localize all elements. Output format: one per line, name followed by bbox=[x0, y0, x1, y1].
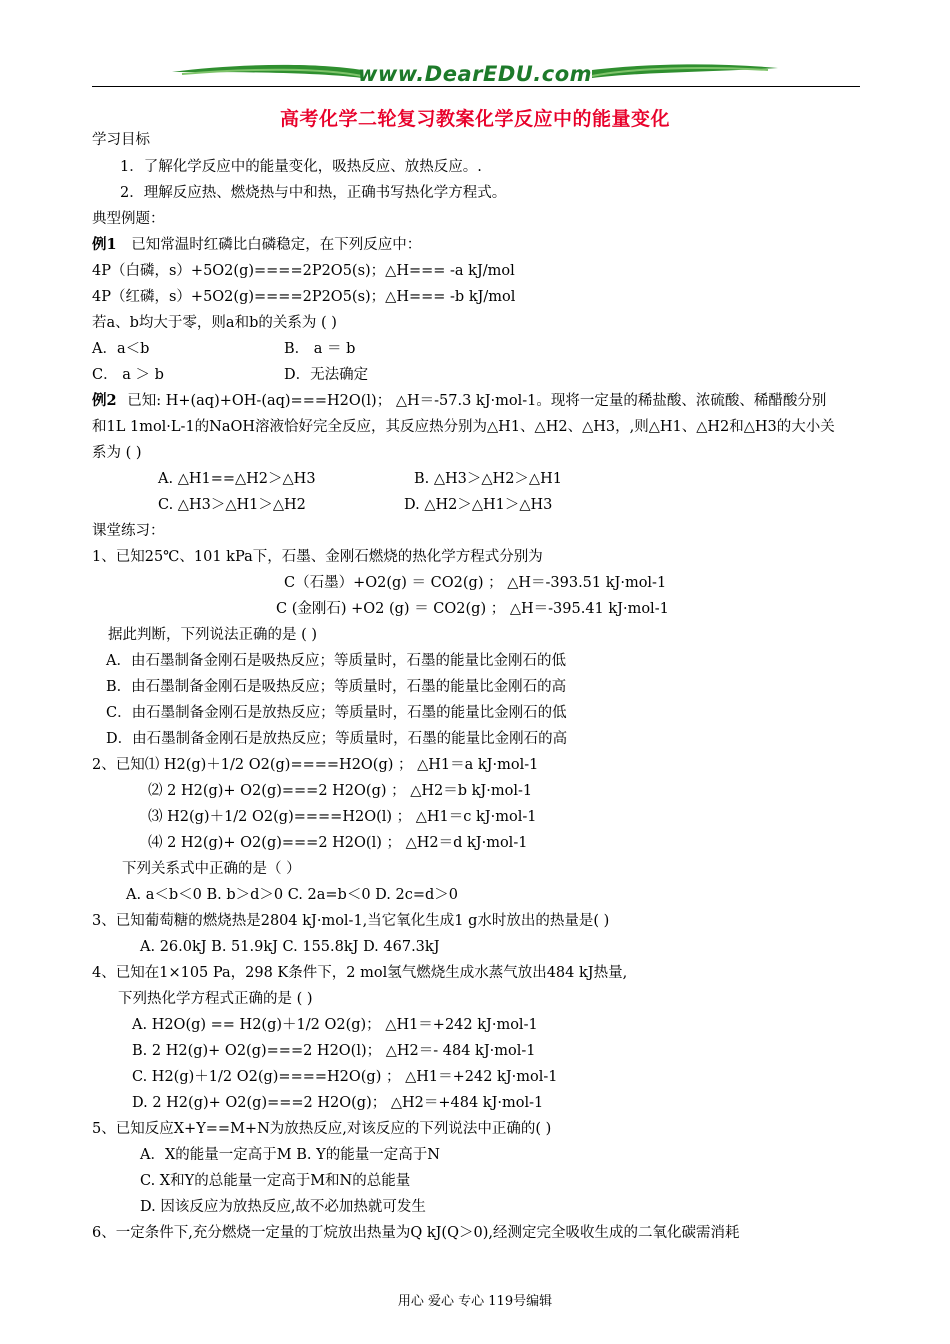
text-line: 4、已知在1×105 Pa，298 K条件下，2 mol氢气燃烧生成水蒸气放出484 kJ热量, bbox=[92, 965, 628, 981]
option-d: D．无法确定 bbox=[284, 367, 369, 383]
example-label: 例2 bbox=[92, 392, 117, 409]
equation-line: ⑵ 2 H2(g)+ O2(g)===2 H2O(g) ； △H2＝b kJ·mol-1 bbox=[148, 783, 533, 799]
document-title: 高考化学二轮复习教案化学反应中的能量变化 bbox=[279, 108, 670, 130]
equation-line: ⑶ H2(g)＋1/2 O2(g)====H2O(l) ； △H1＝c kJ·mol-1 bbox=[148, 809, 537, 825]
equation-line: C (金刚石) +O2 (g) ＝ CO2(g) ； △H＝-395.41 kJ·mol-1 bbox=[276, 601, 669, 617]
text-line: 3、已知葡萄糖的燃烧热是2804 kJ·mol-1,当它氧化生成1 g水时放出的热量是( ) bbox=[92, 913, 610, 929]
option-a: A．a＜b bbox=[92, 341, 150, 357]
option-c: C. X和Y的总能量一定高于M和N的总能量 bbox=[140, 1173, 411, 1189]
equation-line: ⑷ 2 H2(g)+ O2(g)===2 H2O(l) ； △H2＝d kJ·mol-1 bbox=[148, 835, 528, 851]
options-row: A．X的能量一定高于M B. Y的能量一定高于N bbox=[140, 1147, 440, 1163]
text-line: 典型例题： bbox=[92, 211, 165, 227]
text-line: 和1L 1mol·L-1的NaOH溶液恰好完全反应，其反应热分别为△H1、△H2、△H3，,则△H1、△H2和△H3的大小关 bbox=[92, 419, 835, 435]
option-b: B． a ＝ b bbox=[284, 341, 356, 357]
text-line: 下列关系式中正确的是（ ） bbox=[122, 861, 301, 877]
text-line: 学习目标 bbox=[92, 132, 150, 148]
text-line: 6、一定条件下,充分燃烧一定量的丁烷放出热量为Q kJ(Q＞0),经测定完全吸收生成的二氧化碳需消耗 bbox=[92, 1225, 740, 1241]
option-c: C. △H3＞△H1＞△H2 bbox=[158, 497, 306, 513]
option-d: D. 因该反应为放热反应,故不必加热就可发生 bbox=[140, 1199, 426, 1215]
option-c: C. H2(g)＋1/2 O2(g)====H2O(g) ； △H1＝+242 kJ·mol-1 bbox=[132, 1069, 558, 1085]
option-c: C．由石墨制备金刚石是放热反应；等质量时，石墨的能量比金刚石的低 bbox=[106, 705, 567, 721]
option-d: D．由石墨制备金刚石是放热反应；等质量时，石墨的能量比金刚石的高 bbox=[106, 731, 568, 747]
section-heading: 课堂练习： bbox=[92, 523, 165, 539]
option-d: D. △H2＞△H1＞△H3 bbox=[404, 497, 553, 513]
equation-line: C（石墨）+O2(g) ＝ CO2(g) ； △H＝-393.51 kJ·mol-1 bbox=[284, 575, 667, 591]
example-1-line: 例1 已知常温时红磷比白磷稳定，在下列反应中： bbox=[92, 236, 422, 253]
text-line: 4P（白磷，s）+5O2(g)====2P2O5(s)；△H=== -a kJ/mol bbox=[92, 263, 515, 279]
page-footer: 用心 爱心 专心 119号编辑 bbox=[397, 1294, 553, 1309]
logo-text: www.DearEDU.com bbox=[357, 62, 593, 86]
text-line: 4P（红磷，s）+5O2(g)====2P2O5(s)；△H=== -b kJ/mol bbox=[92, 289, 516, 305]
text-line: 系为 ( ) bbox=[92, 445, 142, 461]
options-row: A. a＜b＜0 B. b＞d＞0 C. 2a=b＜0 D. 2c=d＞0 bbox=[126, 887, 458, 903]
text-line: 5、已知反应X+Y==M+N为放热反应,对该反应的下列说法中正确的( ) bbox=[92, 1121, 552, 1137]
option-b: B．由石墨制备金刚石是吸热反应；等质量时，石墨的能量比金刚石的高 bbox=[106, 679, 567, 695]
option-c: C． a ＞ b bbox=[92, 367, 164, 383]
example-2-line: 例2 已知: H+(aq)+OH-(aq)===H2O(l)； △H＝-57.3 kJ·mol-1。现将一定量的稀盐酸、浓硫酸、稀醋酸分别 bbox=[92, 392, 827, 409]
text-line: 若a、b均大于零，则a和b的关系为 ( ) bbox=[92, 315, 337, 331]
text-line: 据此判断，下列说法正确的是 ( ) bbox=[108, 627, 318, 643]
option-b: B. △H3＞△H2＞△H1 bbox=[414, 471, 562, 487]
option-b: B. 2 H2(g)+ O2(g)===2 H2O(l)； △H2＝- 484 kJ·mol-1 bbox=[132, 1043, 536, 1059]
text-line: 1、已知25℃、101 kPa下，石墨、金刚石燃烧的热化学方程式分别为 bbox=[92, 549, 543, 565]
option-d: D. 2 H2(g)+ O2(g)===2 H2O(g)； △H2＝+484 kJ·mol-1 bbox=[132, 1095, 544, 1111]
equation-line: 2、已知⑴ H2(g)＋1/2 O2(g)====H2O(g) ； △H1＝a kJ·mol-1 bbox=[92, 757, 539, 773]
example-label: 例1 bbox=[92, 236, 117, 253]
text-line: 1．了解化学反应中的能量变化，吸热反应、放热反应。. bbox=[120, 159, 482, 175]
options-row: A. 26.0kJ B. 51.9kJ C. 155.8kJ D. 467.3kJ bbox=[140, 939, 440, 955]
option-a: A. △H1==△H2＞△H3 bbox=[158, 471, 316, 487]
option-a: A. H2O(g) == H2(g)＋1/2 O2(g)； △H1＝+242 kJ·mol-1 bbox=[132, 1017, 538, 1033]
text-line: 2．理解反应热、燃烧热与中和热，正确书写热化学方程式。 bbox=[120, 185, 507, 201]
option-a: A．由石墨制备金刚石是吸热反应；等质量时，石墨的能量比金刚石的低 bbox=[106, 653, 566, 669]
text-line: 下列热化学方程式正确的是 ( ) bbox=[118, 991, 313, 1007]
header-rule bbox=[92, 86, 860, 87]
